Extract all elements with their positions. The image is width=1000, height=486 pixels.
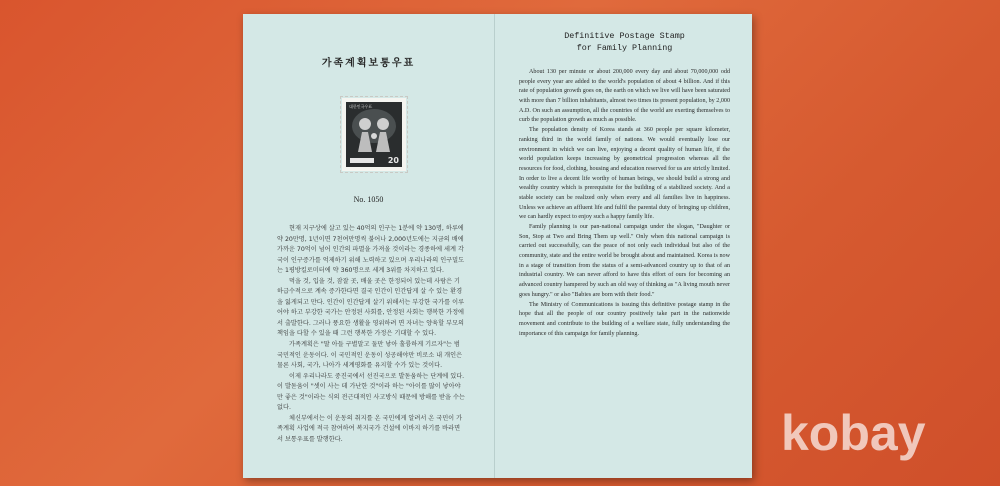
english-title-line2: for Family Planning	[576, 43, 673, 53]
stamp-image	[346, 102, 402, 167]
korean-paragraph: 먹을 것, 입을 것, 잠잘 곳, 배울 곳은 한정되어 있는데 사람은 기하급수적으로 계속 증가한다면 결국 인간이 인간답게 살 수 있는 환경을 잃게되고 만다. 인간이 인간답게 살기 위해서는 부강한 국가를 이루어야 하고 부강한 국가는 안정된 사회를, 안정된 사회는 행복한 가정에서 출발한다. 그러나 풍요한 생활을 영위하려 면 자녀는 양육할 부모의 책임을 다할 수 있을 때 그런 행복한 가정은 기대할 수 있다.	[277, 277, 465, 338]
english-body	[519, 68, 730, 339]
postage-stamp	[342, 98, 406, 171]
english-page	[495, 14, 752, 478]
watermark-logo: kobay	[781, 405, 926, 461]
stamp-country-text: 대한민국우표	[349, 104, 373, 109]
korean-title: 가족계획보통우표	[321, 58, 416, 69]
stamp-number: No. 1050	[353, 195, 384, 204]
english-title	[519, 30, 730, 54]
korean-paragraph: 이제 우리나라도 중진국에서 선진국으로 발돋움하는 단계에 있다. 이 발돋움이 "셋이 사는 데 가난한 것"이라 하는 "아이를 많이 낳아야만 좋은 것"이라는 식의 전근대적인 사고방식 때문에 방해를 받을 수는 없다.	[277, 372, 465, 412]
english-title-line1: Definitive Postage Stamp	[564, 31, 685, 41]
stamp-bulletin-sheet	[243, 14, 752, 478]
stamp-denomination: 20	[387, 156, 399, 165]
english-paragraph: The population density of Korea stands at 360 people per square kilometer, ranking third in the world family of nations. We would eventually lose our environment in which we can live, enjoying a decent quality of human life, if the world population keeps increasing by geometrical progression whereas all the resources for food, clothing, housing and education reserved for us are strictly limited. In order to live a decent life worthy of human beings, we should build a strong and wealthy country which is prerequisite for the building of a stabilized society. And a stable society can be realized only when every and all families live in happiness. Unless we achieve an affluent life and fulfil the parental duty of bringing up children, we can hardly expect to enjoy such a happy family life.	[519, 127, 730, 221]
korean-body	[277, 224, 465, 445]
stamp-caption-box	[350, 158, 374, 163]
korean-page	[243, 14, 495, 478]
korean-paragraph: 현재 지구상에 살고 있는 40억의 인구는 1분에 약 130명, 하루에 약 20만명, 1년이면 7천여만명씩 불어나 2,000년도에는 지금의 배에 가까운 70억이 넘어 인간의 파멸을 가져올 것이라는 경종하에 세계 각국이 인구증가를 억제하기 위해 노력하고 있으며 우리나라의 인구밀도는 1평방킬로미터에 약 360명으로 세계 3위를 차지하고 있다.	[277, 225, 465, 275]
english-paragraph: Family planning is our pan-national campaign under the slogan, "Daughter or Son, Stop at Two and Bring Them up well." Only when this national campaign is carried out successfully, can the peace of not only each individual but also of the community, state and the entire world be brought about and maintained. Korea is now in a stage of transition from the status of a semi-advanced country up to that of an industrial country. We can never afford to have this effort of ours for becoming an advanced country hampered by such an old way of thinking as "A living mouth never goes hungry." or also "Babies are born with their food."	[519, 224, 730, 298]
english-paragraph: The Ministry of Communications is issuing this definitive postage stamp in the hope that all the people of our country positively take part in the nationwide movement and contribute to the building of a welfare state, fully understanding the importance of this campaign for family planning.	[519, 301, 730, 337]
english-paragraph: About 130 per minute or about 200,000 every day and about 70,000,000 odd people every year are added to the world's population of about 4 billion. And if this rate of population growth goes on, the earth on which we live will have been saturated with more than 7 billion inhabitants, almost two times its present population, by 2,000 A.D. On such an assumption, all the countries of the world are exerting themselves to curb the population growth as much as possible.	[519, 69, 730, 124]
korean-paragraph: 가족계획은 "딸 아들 구별말고 둘만 낳아 훌륭하게 기르자"는 범 국민적인 운동이다. 이 국민적인 운동이 성공해야만 비로소 내 개인은 물론 사회, 국가, 나아가 세계평화를 유지할 수가 있는 것이다.	[277, 341, 463, 370]
korean-paragraph: 체신부에서는 이 운동의 취지를 온 국민에게 알려서 온 국민이 가족계획 사업에 적극 참여하여 복지국가 건설에 이바지 하기를 바라면서 보통우표를 발행한다.	[277, 414, 463, 443]
